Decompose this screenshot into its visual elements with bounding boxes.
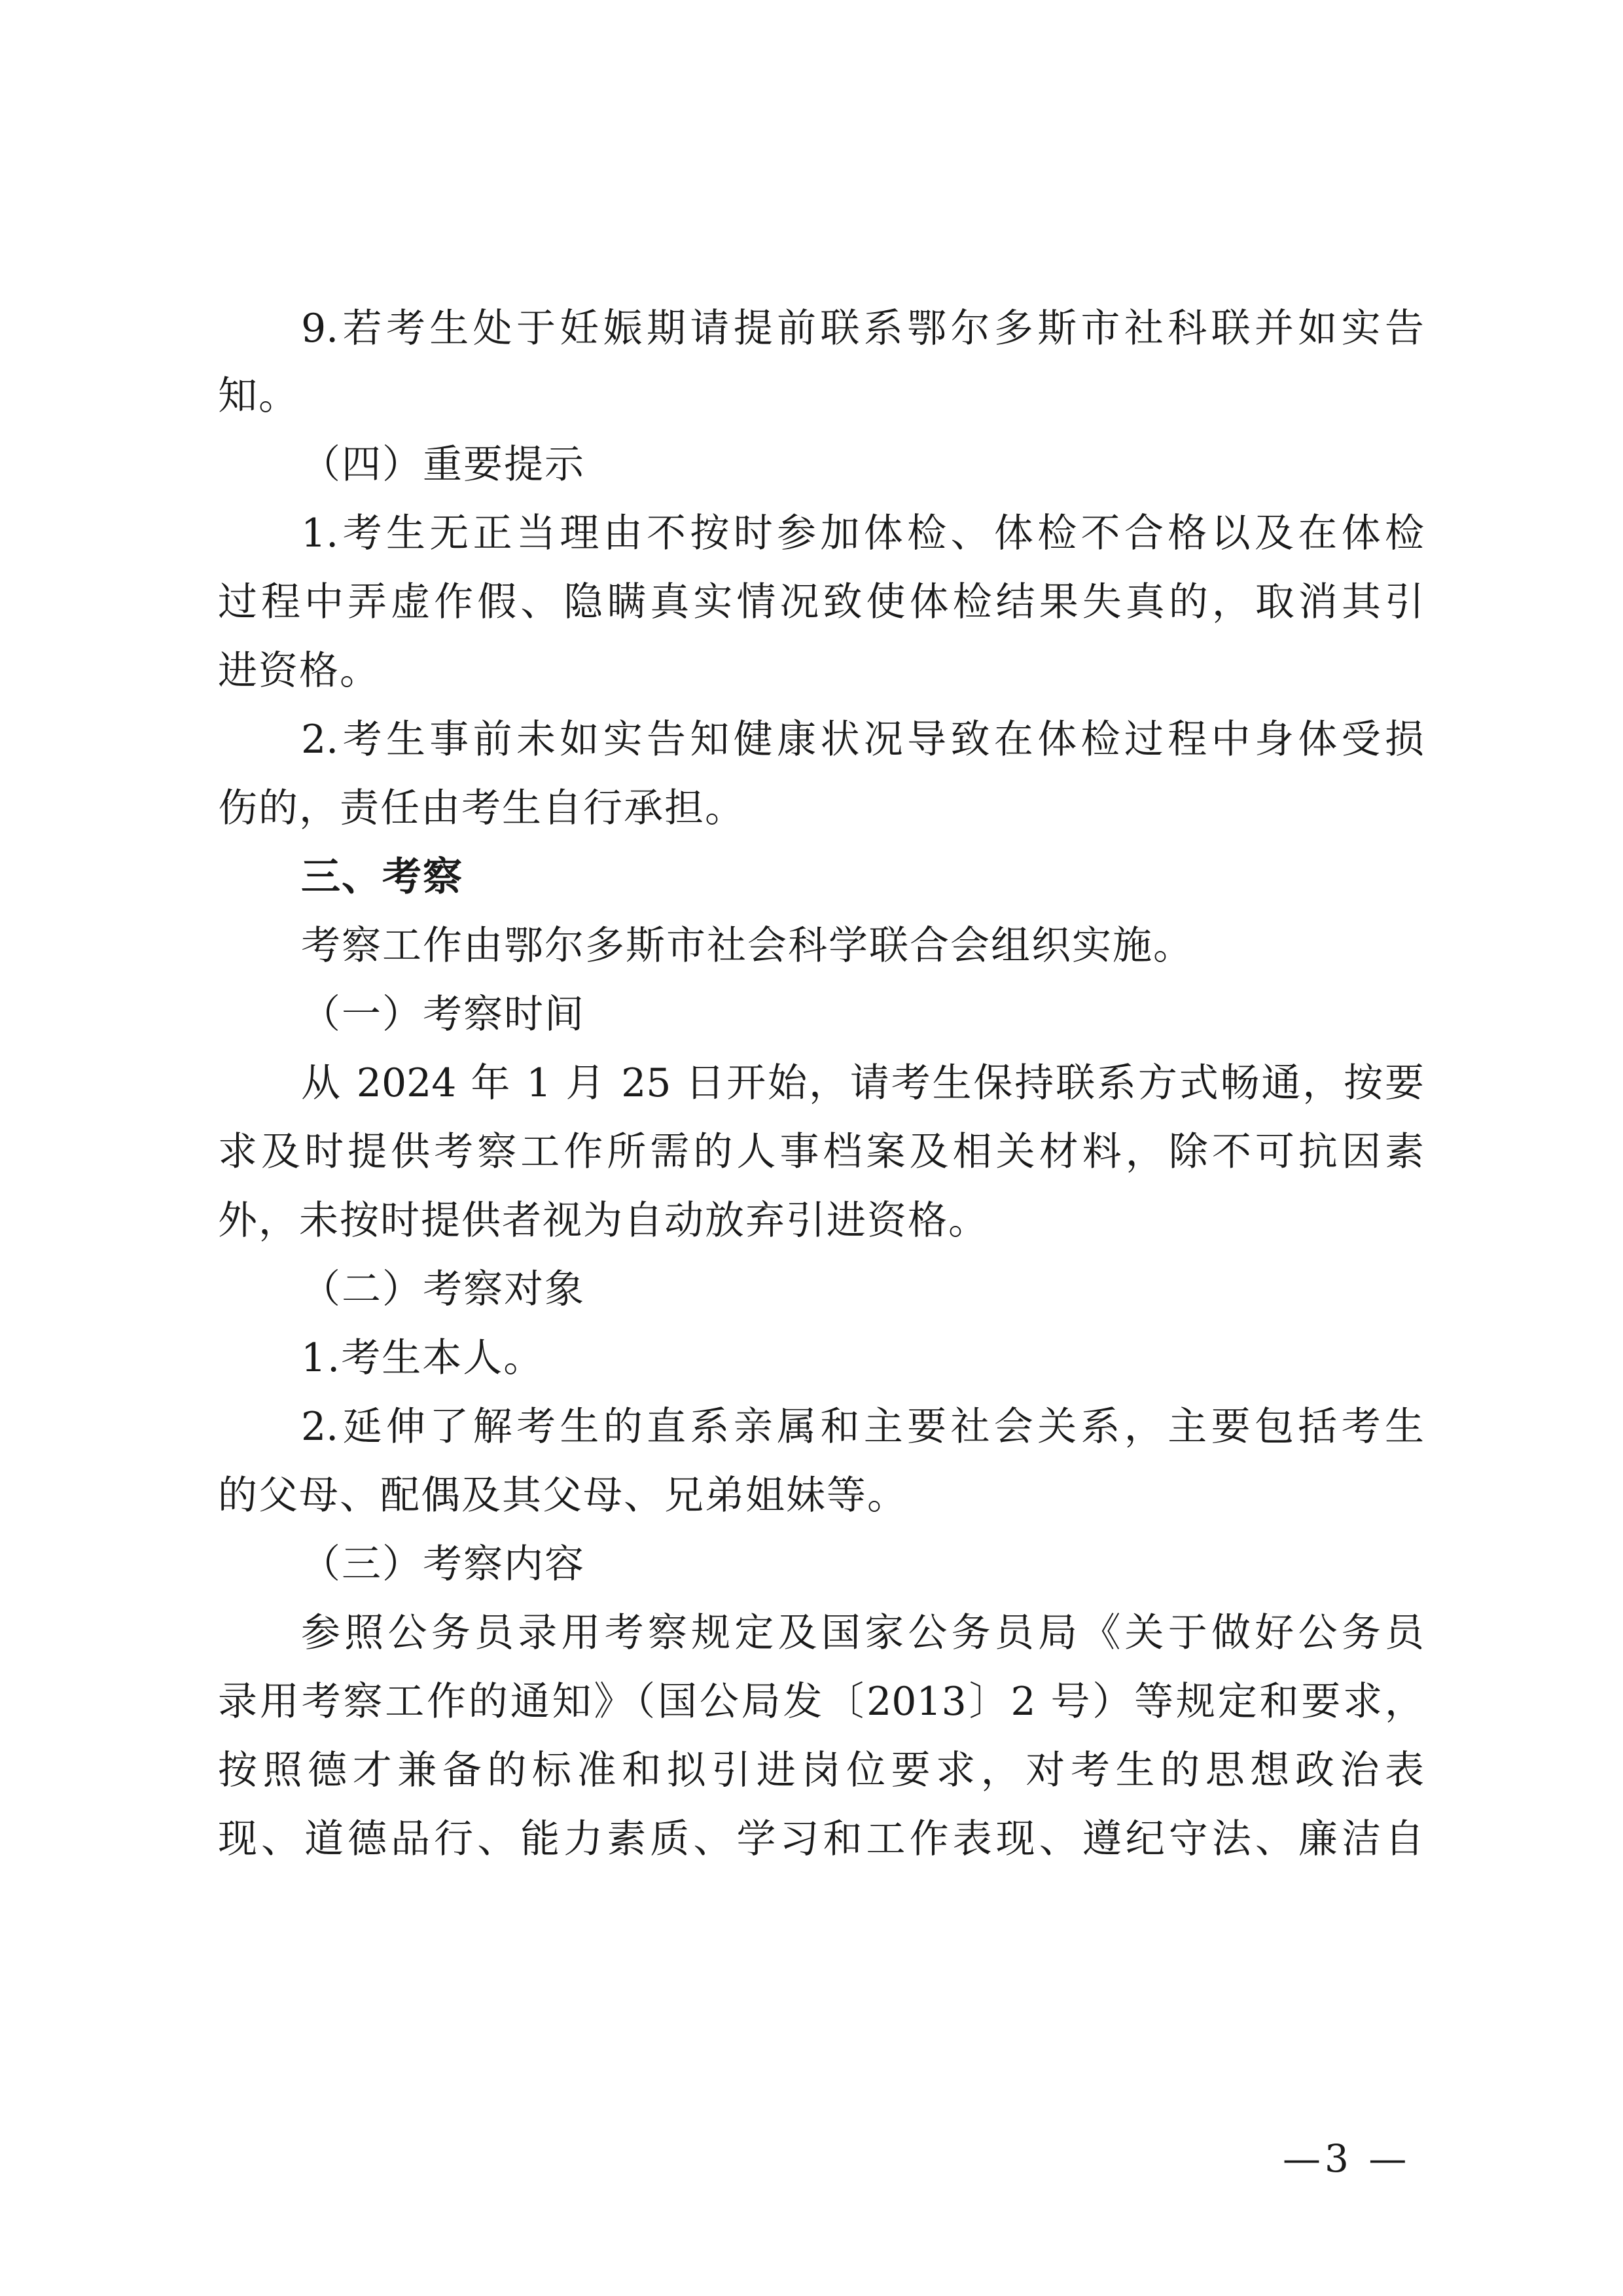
- subheading-inspection-time: （一）考察时间: [301, 992, 585, 1037]
- target-2-line-2: 的父母、配偶及其父母、兄弟姐妹等。: [218, 1473, 908, 1518]
- section-heading-inspection: 三、考察: [301, 854, 463, 900]
- content-line-4: 现、道德品行、能力素质、学习和工作表现、遵纪守法、廉洁自: [218, 1816, 1424, 1862]
- section-heading-important-tips: （四）重要提示: [301, 442, 585, 488]
- content-line-2: 录用考察工作的通知》（国公局发〔2013〕2 号）等规定和要求，: [218, 1679, 1424, 1725]
- page-number: —3 —: [1283, 2136, 1411, 2181]
- tip-1-line-3: 进资格。: [218, 648, 380, 694]
- inspection-time-line-2: 求及时提供考察工作所需的人事档案及相关材料，除不可抗因素: [218, 1129, 1424, 1175]
- inspection-intro: 考察工作由鄂尔多斯市社会科学联合会组织实施。: [301, 923, 1194, 969]
- target-2-line-1: 2.延伸了解考生的直系亲属和主要社会关系，主要包括考生: [301, 1404, 1424, 1450]
- item-9-line-1: 9.若考生处于妊娠期请提前联系鄂尔多斯市社科联并如实告: [301, 306, 1424, 351]
- subheading-inspection-content: （三）考察内容: [301, 1541, 585, 1587]
- target-1: 1.考生本人。: [301, 1335, 544, 1381]
- content-line-1: 参照公务员录用考察规定及国家公务员局《关于做好公务员: [301, 1610, 1424, 1656]
- tip-2-line-2: 伤的，责任由考生自行承担。: [218, 785, 745, 831]
- tip-1-line-1: 1.考生无正当理由不按时参加体检、体检不合格以及在体检: [301, 511, 1424, 556]
- tip-1-line-2: 过程中弄虚作假、隐瞒真实情况致使体检结果失真的，取消其引: [218, 579, 1424, 625]
- item-9-line-2: 知。: [218, 373, 299, 419]
- tip-2-line-1: 2.考生事前未如实告知健康状况导致在体检过程中身体受损: [301, 717, 1424, 762]
- inspection-time-line-3: 外，未按时提供者视为自动放弃引进资格。: [218, 1198, 989, 1244]
- subheading-inspection-targets: （二）考察对象: [301, 1266, 585, 1312]
- inspection-time-line-1: 从 2024 年 1 月 25 日开始，请考生保持联系方式畅通，按要: [301, 1060, 1424, 1106]
- content-line-3: 按照德才兼备的标准和拟引进岗位要求，对考生的思想政治表: [218, 1748, 1424, 1793]
